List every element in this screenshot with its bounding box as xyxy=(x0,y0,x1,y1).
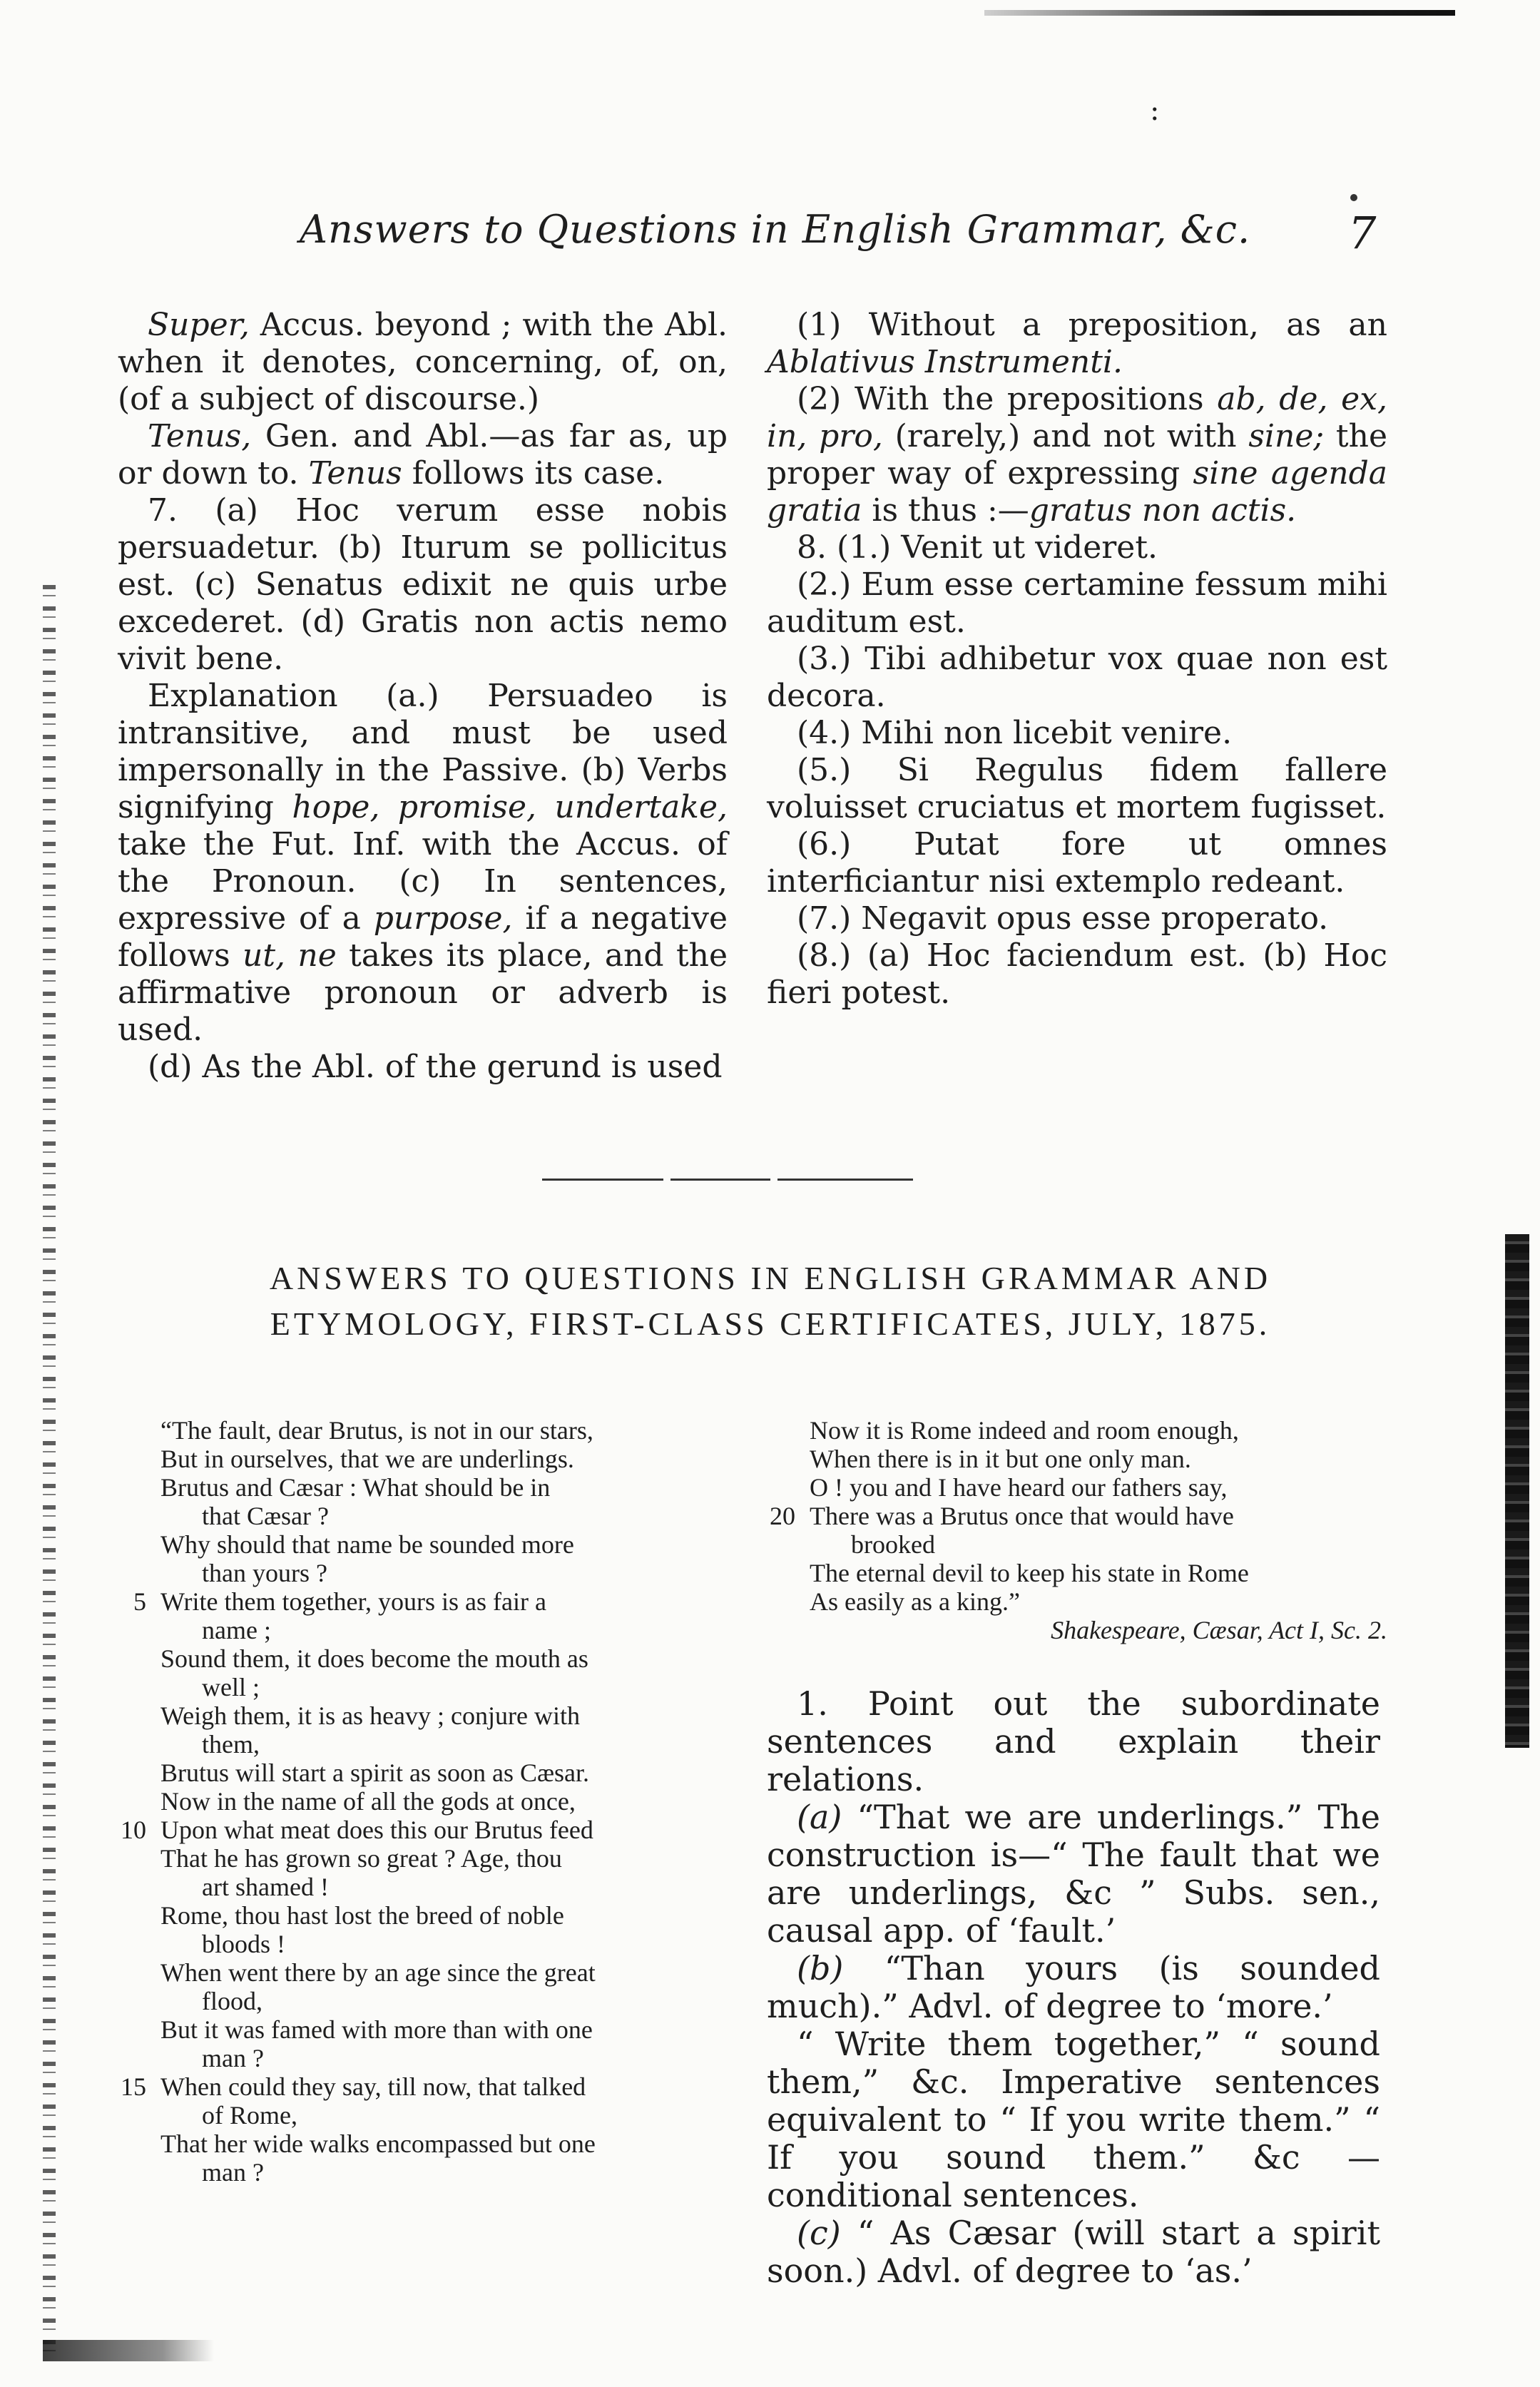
page-number: 7 xyxy=(1348,207,1377,259)
poem-line xyxy=(160,1759,731,1787)
poem-line xyxy=(160,1901,731,1958)
divider-dash xyxy=(670,1179,770,1181)
poem-line xyxy=(810,1473,1387,1502)
poem-line xyxy=(121,1816,731,1844)
line-text: O ! you and I have heard our fathers say, xyxy=(810,1473,1228,1502)
line-text: As easily as a king.” xyxy=(810,1587,1020,1616)
poem-line xyxy=(160,1958,731,2015)
line-continuation: man ? xyxy=(202,2044,264,2072)
line-continuation: flood, xyxy=(202,1987,262,2015)
poem-left-column xyxy=(121,1416,731,2187)
paragraph: (b) “Than yours (is sounded much).” Advl. of degree to ‘more.’ xyxy=(767,1949,1380,2025)
paragraph: (2.) Eum esse certamine fessum mihi auditum est. xyxy=(767,566,1387,640)
scan-top-rule xyxy=(984,10,1455,16)
right-column-top xyxy=(767,307,1387,1012)
line-text: Brutus and Cæsar : What should be in xyxy=(160,1473,551,1502)
line-continuation: of Rome, xyxy=(202,2101,297,2129)
poem-line xyxy=(810,1559,1387,1587)
section-divider xyxy=(350,1179,1091,1181)
section-heading: ANSWERS TO QUESTIONS IN ENGLISH GRAMMAR AND ETYMOLOGY, FIRST-CLASS CERTIFICATES, JULY, 1875. xyxy=(269,1260,1272,1342)
poem-line xyxy=(160,2015,731,2072)
poem-line xyxy=(133,1587,731,1644)
line-continuation: them, xyxy=(202,1730,260,1759)
line-continuation: man ? xyxy=(202,2158,264,2187)
line-text: When went there by an age since the great xyxy=(160,1958,596,1987)
paragraph: 8. (1.) Venit ut videret. xyxy=(797,529,1158,566)
scan-right-edge-mark xyxy=(1505,1234,1529,1748)
paragraph: Tenus, Gen. and Abl.—as far as, up or down to. Tenus follows its case. xyxy=(118,418,728,492)
left-column-top xyxy=(118,307,728,1086)
poem-line xyxy=(121,2072,731,2129)
paragraph: “ Write them together,” “ sound them,” &c. Imperative sentences equivalent to “ If you write them.” “ If you sound them.” &c — conditional sentences. xyxy=(767,2025,1380,2214)
paragraph: (5.) Si Regulus fidem fallere voluisset cruciatus et mortem fugisset. xyxy=(767,752,1387,825)
line-continuation: than yours ? xyxy=(202,1559,327,1587)
line-text: When could they say, till now, that talked xyxy=(160,2072,586,2101)
line-continuation: brooked xyxy=(851,1530,935,1559)
paragraph: (7.) Negavit opus esse properato. xyxy=(797,900,1329,937)
paragraph: (1) Without a preposition, as an Ablativus Instrumenti. xyxy=(767,307,1387,380)
line-text: Weigh them, it is as heavy ; conjure with xyxy=(160,1701,580,1730)
paragraph: 7. (a) Hoc verum esse nobis persuadetur. (b) Iturum se pollicitus est. (c) Senatus edixit ne quis urbe excederet. (d) Gratis non actis nemo vivit bene. xyxy=(118,492,728,677)
poem-line xyxy=(160,1445,731,1473)
paragraph: (6.) Putat fore ut omnes interficiantur nisi extemplo redeant. xyxy=(767,826,1387,900)
line-text: That her wide walks encompassed but one xyxy=(160,2129,596,2158)
line-text: Why should that name be sounded more xyxy=(160,1530,574,1559)
line-number: 5 xyxy=(133,1587,146,1616)
scan-speck: : xyxy=(1150,94,1160,127)
line-continuation: that Cæsar ? xyxy=(202,1502,329,1530)
paragraph: (2) With the prepositions ab, de, ex, in, pro, (rarely,) and not with sine; the proper way of expressing sine agenda gratia is thus :—gratus non actis. xyxy=(767,381,1387,529)
line-number: 10 xyxy=(121,1816,146,1844)
line-number: 15 xyxy=(121,2072,146,2101)
poem-line xyxy=(160,1473,731,1530)
line-text: Brutus will start a spirit as soon as Cæsar. xyxy=(160,1759,589,1787)
line-text: There was a Brutus once that would have xyxy=(810,1502,1234,1530)
poem-line xyxy=(160,1530,731,1587)
poem-line xyxy=(770,1502,1387,1559)
poem-line xyxy=(160,2129,731,2187)
line-text: Sound them, it does become the mouth as xyxy=(160,1644,588,1673)
poem-line xyxy=(810,1445,1387,1473)
poem-line xyxy=(160,1844,731,1901)
line-text: Rome, thou hast lost the breed of noble xyxy=(160,1901,564,1930)
poem-line xyxy=(810,1587,1387,1616)
line-text: Write them together, yours is as fair a xyxy=(160,1587,546,1616)
poem-line xyxy=(160,1644,731,1701)
poem-line xyxy=(160,1787,731,1816)
line-continuation: well ; xyxy=(202,1673,260,1701)
paragraph: (8.) (a) Hoc faciendum est. (b) Hoc fieri potest. xyxy=(767,937,1387,1011)
line-text: But in ourselves, that we are underlings. xyxy=(160,1445,574,1473)
scan-bottom-smudge xyxy=(43,2340,214,2361)
line-text: “The fault, dear Brutus, is not in our stars, xyxy=(160,1416,593,1445)
line-text: The eternal devil to keep his state in Rome xyxy=(810,1559,1249,1587)
line-text: Now in the name of all the gods at once, xyxy=(160,1787,576,1816)
poem-line xyxy=(160,1701,731,1759)
paragraph: 1. Point out the subordinate sentences and explain their relations. xyxy=(767,1684,1380,1798)
line-text: Now it is Rome indeed and room enough, xyxy=(810,1416,1239,1445)
divider-dash xyxy=(777,1179,913,1181)
poem-line xyxy=(160,1416,731,1445)
divider-dash xyxy=(542,1179,663,1181)
commentary-column xyxy=(767,1685,1380,2290)
paragraph: Explanation (a.) Persuadeo is intransitive, and must be used impersonally in the Passive. (b) Verbs signifying hope, promise, undertake, take the Fut. Inf. with the Accus. of the Pronoun. (c) In sentences, expressive of a purpose, if a negative follows ut, ne takes its place, and the affirmative pronoun or adverb is used. xyxy=(118,678,728,1048)
paragraph: (3.) Tibi adhibetur vox quae non est decora. xyxy=(767,641,1387,714)
paragraph: (4.) Mihi non licebit venire. xyxy=(797,715,1233,751)
line-text: Upon what meat does this our Brutus feed xyxy=(160,1816,593,1844)
paragraph: (d) As the Abl. of the gerund is used xyxy=(148,1049,723,1085)
poem-line xyxy=(810,1416,1387,1445)
scan-left-edge-shadow xyxy=(43,585,56,2354)
line-continuation: art shamed ! xyxy=(202,1873,329,1901)
header-dot xyxy=(1350,194,1357,201)
line-continuation: bloods ! xyxy=(202,1930,285,1958)
paragraph: Super, Accus. beyond ; with the Abl. when it denotes, concerning, of, on, (of a subject of discourse.) xyxy=(118,307,728,417)
line-text: When there is in it but one only man. xyxy=(810,1445,1191,1473)
line-text: That he has grown so great ? Age, thou xyxy=(160,1844,562,1873)
running-header: Answers to Questions in English Grammar, &c. xyxy=(300,207,1251,252)
citation: Shakespeare, Cæsar, Act I, Sc. 2. xyxy=(1051,1616,1387,1644)
poem-right-column xyxy=(770,1416,1387,1644)
line-continuation: name ; xyxy=(202,1616,271,1644)
paragraph: (c) “ As Cæsar (will start a spirit soon.) Advl. of degree to ‘as.’ xyxy=(767,2214,1380,2290)
line-number: 20 xyxy=(770,1502,795,1530)
paragraph: (a) “That we are underlings.” The construction is—“ The fault that we are underlings, &c ” Subs. sen., causal app. of ‘fault.’ xyxy=(767,1798,1380,1950)
line-text: But it was famed with more than with one xyxy=(160,2015,593,2044)
